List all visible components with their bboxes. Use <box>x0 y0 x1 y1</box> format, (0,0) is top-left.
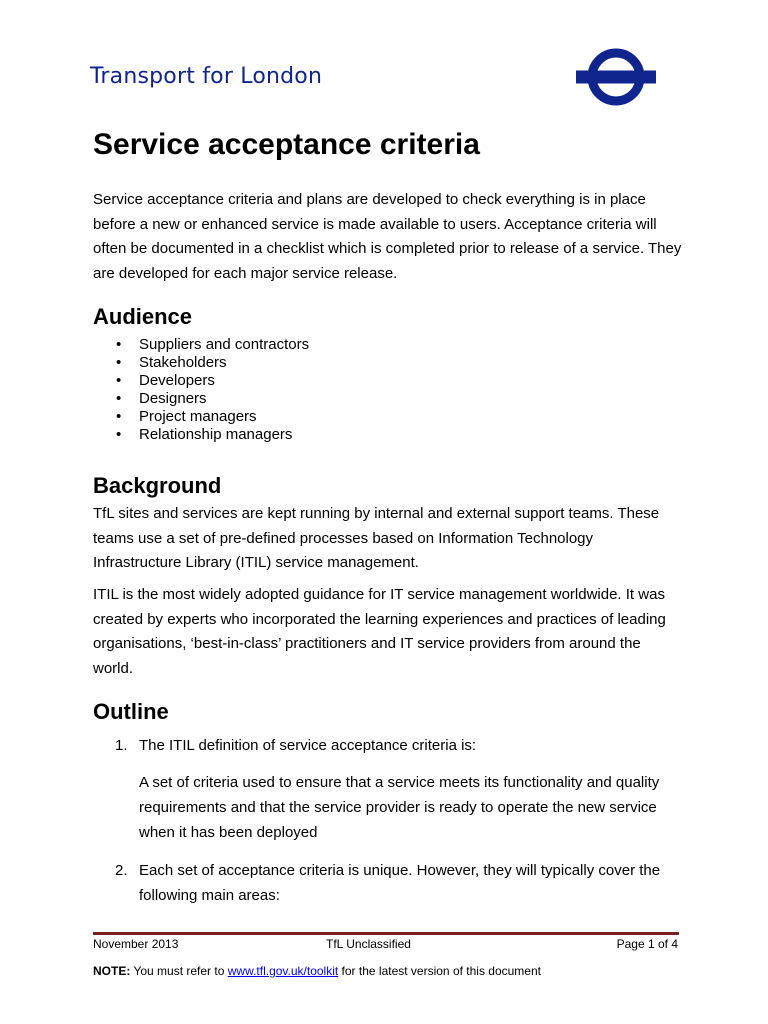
note-text-before: You must refer to <box>130 964 228 978</box>
bullet-icon: • <box>116 371 122 389</box>
item-text: Each set of acceptance criteria is unique. However, they will typically cover the following main areas: <box>139 862 661 904</box>
itil-definition: A set of criteria used to ensure that a service meets its functionality and quality requirements and that the service provider is ready to operate the new service when it has been deployed <box>139 774 660 841</box>
footer-note <box>93 964 541 978</box>
audience-heading: Audience <box>93 304 193 329</box>
intro-paragraph: Service acceptance criteria and plans are developed to check everything is in place before a new or enhanced service is made available to users. Acceptance criteria will often be documented in a checklist which is completed prior to release of a service. They are developed for each major service release. <box>93 191 682 282</box>
item-text: The ITIL definition of service acceptance criteria is: <box>139 737 477 754</box>
brand-name: Transport for London <box>90 64 323 89</box>
background-paragraph-2: ITIL is the most widely adopted guidance for IT service management worldwide. It was created by experts who incorporated the learning experiences and practices of leading organisations, ‘best-in-class’ practitioners and IT service providers from around the world. <box>93 586 666 677</box>
bullet-icon: • <box>116 407 122 425</box>
item-number: 1. <box>115 737 128 754</box>
bullet-icon: • <box>116 336 122 353</box>
toolkit-link[interactable]: www.tfl.gov.uk/toolkit <box>227 964 339 978</box>
footer-date: November 2013 <box>93 937 179 951</box>
note-label: NOTE: <box>93 964 131 978</box>
page-title: Service acceptance criteria <box>93 128 480 161</box>
list-item: • Developers <box>116 371 215 389</box>
footer-page-number: Page 1 of 4 <box>616 937 678 951</box>
footer-divider <box>93 932 679 935</box>
note-text-after: for the latest version of this document <box>338 964 541 978</box>
list-item: • Designers <box>116 389 207 407</box>
footer-classification: TfL Unclassified <box>326 937 411 951</box>
tfl-roundel-icon <box>575 46 657 108</box>
list-item: • Suppliers and contractors <box>116 336 310 353</box>
bullet-icon: • <box>116 425 122 443</box>
outline-heading: Outline <box>93 699 169 724</box>
background-paragraph-1: TfL sites and services are kept running by internal and external support teams. These teams use a set of pre-defined processes based on Information Technology Infrastructure Library (ITIL) service management. <box>93 505 660 572</box>
bullet-icon: • <box>116 389 122 407</box>
item-number: 2. <box>115 862 128 879</box>
list-item: • Relationship managers <box>116 425 293 443</box>
list-item: • Stakeholders <box>116 353 227 371</box>
audience-list <box>93 336 309 443</box>
background-heading: Background <box>93 473 222 498</box>
list-item: • Project managers <box>116 407 257 425</box>
bullet-icon: • <box>116 353 122 371</box>
